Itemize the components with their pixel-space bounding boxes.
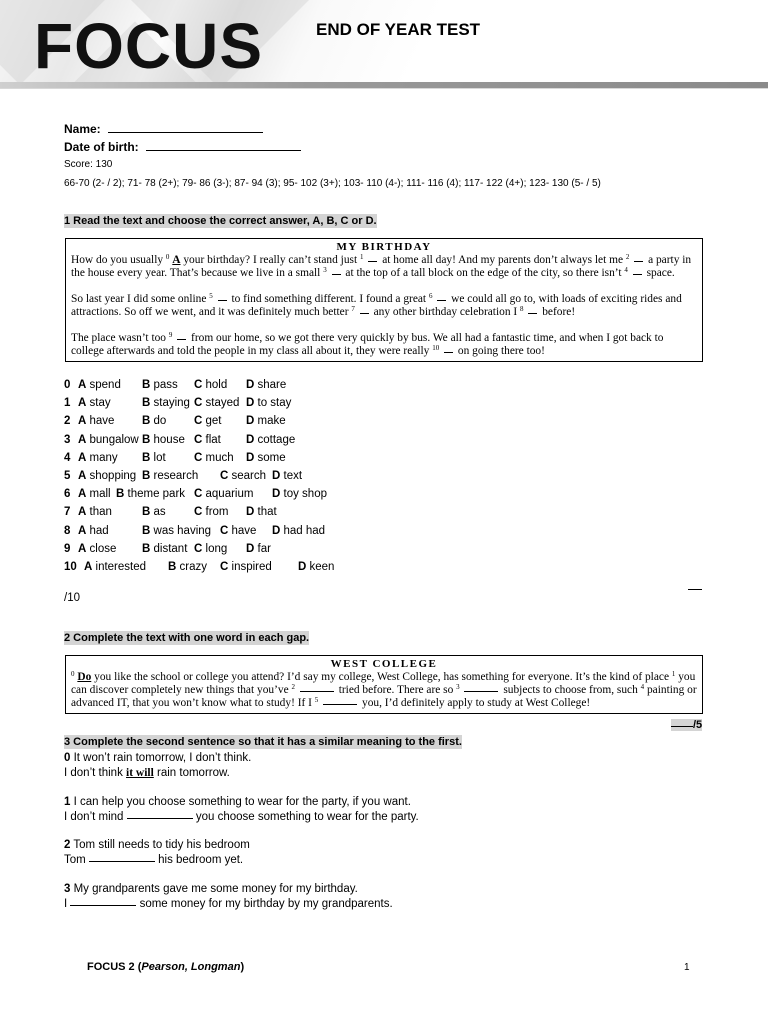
option-d[interactable]: D text [272,470,303,482]
option-number: 7 [64,506,71,519]
option-a[interactable]: A stay [78,397,111,410]
option-number: 2 [64,415,71,428]
gap [444,351,453,353]
option-b[interactable]: B theme park [116,488,186,501]
dob-label: Date of birth: [64,140,139,154]
option-number: 6 [64,488,71,501]
task1-score: /10 [64,592,80,604]
task1-paragraph: How do you usually $^0$ A your birthday? I really can’t stand just $^1$ at home all day! And my parents don’t always let me $^2$ a party in the house every year. That’s because we live in a small $^3$ at the top of a tall block on the edge of the city, so there isn’t $^4$ space. [71,253,692,279]
gap [528,312,537,314]
task3-item-first: 0 It won’t rain tomorrow, I don’t think. [64,752,252,764]
option-b[interactable]: B crazy [168,561,207,573]
gap [437,299,446,301]
task3-item-second: I don’t mind you choose something to wear for the party. [64,811,419,823]
example-answer: Do [77,671,92,683]
gap [332,273,341,275]
gap [218,299,227,301]
example-answer: it will [126,767,154,779]
gap [368,260,377,262]
option-a[interactable]: A had [78,524,109,537]
header-divider-light [0,88,768,89]
option-c[interactable]: C hold [194,379,228,391]
option-a[interactable]: A many [78,451,118,464]
name-field[interactable] [108,132,263,133]
option-d[interactable]: D that [246,506,277,519]
grading-scale: 66-70 (2- / 2); 71- 78 (2+); 79- 86 (3-); 87- 94 (3); 95- 102 (3+); 103- 110 (4-); 111- 116 (4); 117- 122 (4+); 123- 130 (5- / 5) [64,178,601,189]
gap [323,703,357,705]
score-total: Score: 130 [64,159,113,170]
option-d[interactable]: D to stay [246,397,292,410]
dob-row [64,140,301,154]
task1-textbox [65,238,703,362]
option-number: 9 [64,542,71,555]
option-b[interactable]: B as [142,506,166,519]
option-number: 3 [64,433,71,446]
option-number: 8 [64,524,71,537]
option-c[interactable]: C long [194,542,228,555]
option-d[interactable]: D some [246,451,286,464]
option-d[interactable]: D share [246,379,287,391]
gap [360,312,369,314]
task3-item-first: 3 My grandparents gave me some money for my birthday. [64,883,358,895]
task2-paragraph: $^0$ Do you like the school or college you attend? I’d say my college, West College, has something for everyone. It’s the kind of place $^1$ you can discover completely new things that you’ve $^2$ tried before. There are so $^3$ subjects to choose from, such $^4$ painting or advanced IT, that you won’t know what to study! If I $^5$ you, I’d definitely apply to study at West College! [71,670,697,709]
task2-box-title: WEST COLLEGE [330,658,438,670]
option-d[interactable]: D toy shop [272,488,327,501]
task3-item-second: I some money for my birthday by my grandparents. [64,898,393,910]
option-number: 1 [64,397,71,410]
task2-instruction: 2 Complete the text with one word in each gap. [64,632,310,644]
focus-logo: FOCUS [34,10,263,82]
option-d[interactable]: D had had [272,524,326,537]
option-b[interactable]: B was having [142,524,212,537]
answer-blank[interactable] [127,817,193,819]
task1-paragraph: So last year I did some online $^5$ to find something different. I found a great $^6$ we could all go to, with loads of exciting rides and attractions. So off we went, and it was definitely much better $^7$ any other birthday celebration I $^8$ before! [71,292,682,318]
option-b[interactable]: B pass [142,379,178,391]
task3-item-second: I don’t think it will rain tomorrow. [64,767,230,779]
page-number: 1 [684,962,690,973]
option-d[interactable]: D make [246,415,286,428]
option-b[interactable]: B lot [142,451,166,464]
example-answer: A [172,254,181,266]
option-a[interactable]: A have [78,415,115,428]
option-c[interactable]: C inspired [220,561,272,573]
task3-item-second: Tom his bedroom yet. [64,854,244,866]
task2-textbox [65,655,703,714]
option-a[interactable]: A shopping [78,470,137,482]
name-row [64,122,263,136]
option-b[interactable]: B staying [142,397,190,410]
option-c[interactable]: C have [220,524,257,537]
score-line [688,589,702,590]
option-c[interactable]: C aquarium [194,488,254,501]
option-c[interactable]: C search [220,470,267,482]
option-d[interactable]: D cottage [246,433,296,446]
option-b[interactable]: B do [142,415,167,428]
task1-paragraph: The place wasn’t too $^9$ from our home, so we got there very quickly by bus. We all had a fantastic time, and when I got back to college afterwards and told the people in my class all about it, they were really $^{10}$ on going there too! [71,331,664,357]
option-a[interactable]: A interested [84,561,147,573]
task1-instruction: 1 Read the text and choose the correct answer, A, B, C or D. [64,215,377,227]
option-number: 0 [64,379,71,391]
option-number: 4 [64,451,71,464]
option-d[interactable]: D far [246,542,271,555]
gap [177,338,186,340]
option-a[interactable]: A spend [78,379,121,391]
option-d[interactable]: D keen [298,561,335,573]
gap [634,260,643,262]
answer-blank[interactable] [89,860,155,862]
option-b[interactable]: B research [142,470,199,482]
option-c[interactable]: C much [194,451,234,464]
page-title: END OF YEAR TEST [316,20,481,39]
task2-score: /5 [671,719,702,731]
option-a[interactable]: A close [78,542,117,555]
option-c[interactable]: C get [194,415,222,428]
option-a[interactable]: A than [78,506,112,519]
footer-source: FOCUS 2 (Pearson, Longman) [87,961,245,973]
dob-field[interactable] [146,150,301,151]
task1-box-title: MY BIRTHDAY [336,241,432,253]
answer-blank[interactable] [70,904,136,906]
option-c[interactable]: C from [194,506,229,519]
gap [464,690,498,692]
option-c[interactable]: C flat [194,433,221,446]
task3-item-first: 2 Tom still needs to tidy his bedroom [64,839,250,851]
option-number: 5 [64,470,71,482]
option-a[interactable]: A mall [78,488,111,501]
option-b[interactable]: B distant [142,542,188,555]
option-c[interactable]: C stayed [194,397,240,410]
option-b[interactable]: B house [142,433,185,446]
option-a[interactable]: A bungalow [78,433,139,446]
gap [300,690,334,692]
task3-instruction: 3 Complete the second sentence so that it has a similar meaning to the first. [64,736,462,748]
gap [633,273,642,275]
name-label: Name: [64,122,101,136]
task3-item-first: 1 I can help you choose something to wear for the party, if you want. [64,796,411,808]
option-number: 10 [64,561,77,573]
